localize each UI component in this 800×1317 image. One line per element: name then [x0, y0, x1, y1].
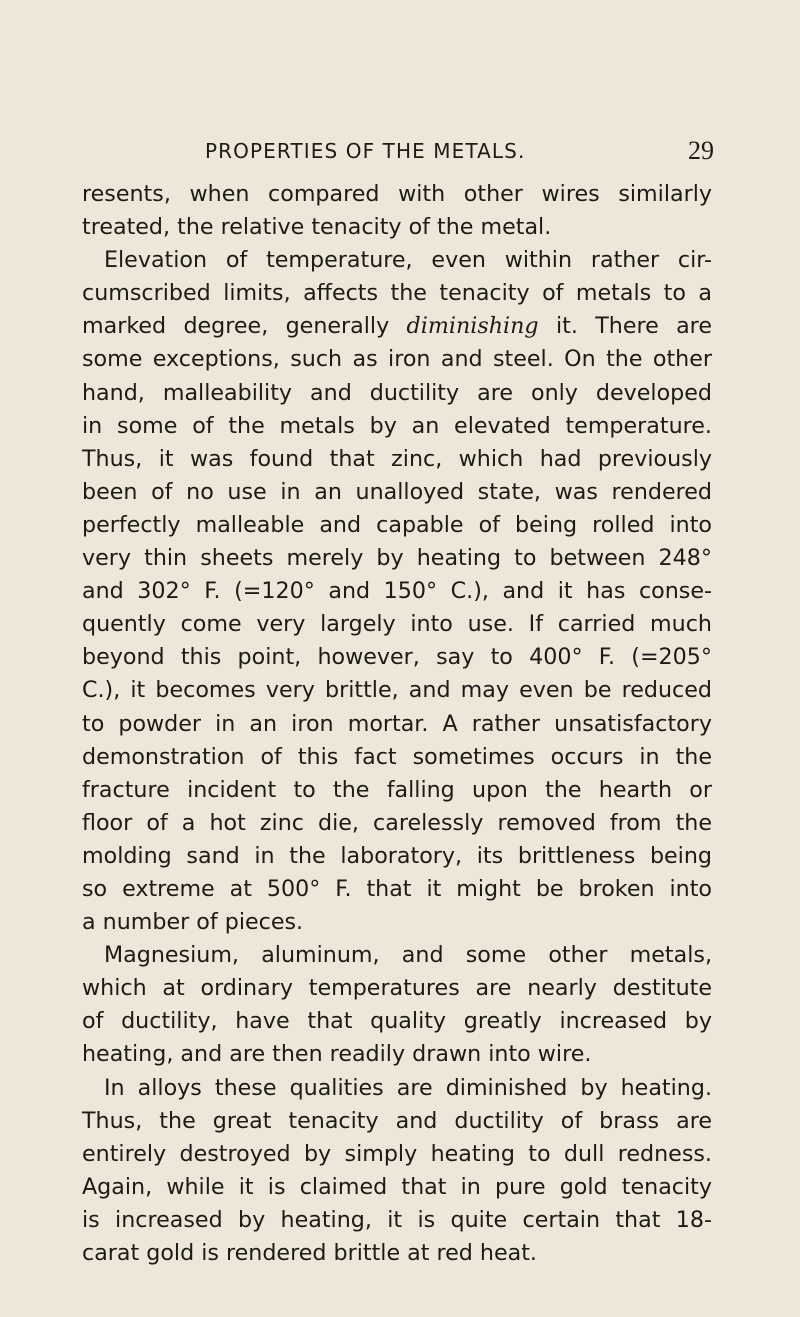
text-line: very thin sheets merely by heating to between 248° [82, 545, 712, 572]
text-line: which at ordinary temperatures are nearly destitute [82, 975, 712, 1002]
text-line: Again, while it is claimed that in pure gold tenacity [82, 1173, 712, 1200]
text-line: treated, the relative tenacity of the metal. [82, 214, 552, 241]
text-line: entirely destroyed by simply heating to dull redness. [82, 1140, 712, 1167]
text-line: demonstration of this fact sometimes occurs in the [82, 743, 712, 770]
text-line: heating, and are then readily drawn into wire. [82, 1041, 592, 1068]
text-line: a number of pieces. [82, 909, 304, 936]
text-line: perfectly malleable and capable of being rolled into [82, 511, 712, 538]
body-text [82, 178, 712, 1270]
text-line: quently come very largely into use. If carried much [82, 611, 712, 638]
text-line: carat gold is rendered brittle at red heat. [82, 1240, 537, 1266]
text-line: C.), it becomes very brittle, and may even be reduced [82, 677, 712, 704]
text-line: been of no use in an unalloyed state, was rendered [82, 478, 712, 505]
text-line: cumscribed limits, affects the tenacity of metals to a [82, 280, 712, 307]
text-line: molding sand in the laboratory, its brittleness being [82, 842, 712, 869]
text-line: floor of a hot zinc die, carelessly removed from the [82, 809, 712, 836]
text-line: beyond this point, however, say to 400° F. (=205° [82, 644, 712, 671]
text-line: and 302° F. (=120° and 150° C.), and it has conse- [82, 578, 712, 605]
text-line: resents, when compared with other wires similarly [82, 181, 712, 207]
text-line: so extreme at 500° F. that it might be broken into [82, 875, 712, 902]
text-line: of ductility, have that quality greatly increased by [82, 1008, 712, 1035]
running-head [0, 136, 800, 169]
text-line: hand, malleability and ductility are only developed [82, 379, 712, 406]
running-head-title: PROPERTIES OF THE METALS. [205, 139, 526, 163]
page-number: 29 [688, 136, 714, 165]
text-line: Thus, the great tenacity and ductility of brass are [82, 1107, 712, 1134]
text-line: Thus, it was found that zinc, which had previously [82, 445, 712, 472]
text-line: some exceptions, such as iron and steel. On the other [82, 346, 712, 373]
text-line: is increased by heating, it is quite certain that 18- [82, 1206, 712, 1233]
text-line: Elevation of temperature, even within rather cir- [104, 247, 712, 274]
text-line: In alloys these qualities are diminished by heating. [104, 1074, 712, 1101]
text-line: to powder in an iron mortar. A rather unsatisfactory [82, 710, 712, 737]
text-line-with-emphasis [82, 310, 712, 343]
text-segment: marked degree, generally [82, 313, 390, 340]
text-segment: it. There are [555, 313, 712, 340]
text-line: Magnesium, aluminum, and some other metals, [104, 942, 712, 969]
emphasized-word: diminishing [406, 313, 539, 340]
text-line: in some of the metals by an elevated temperature. [82, 412, 712, 439]
text-line: fracture incident to the falling upon the hearth or [82, 776, 712, 803]
